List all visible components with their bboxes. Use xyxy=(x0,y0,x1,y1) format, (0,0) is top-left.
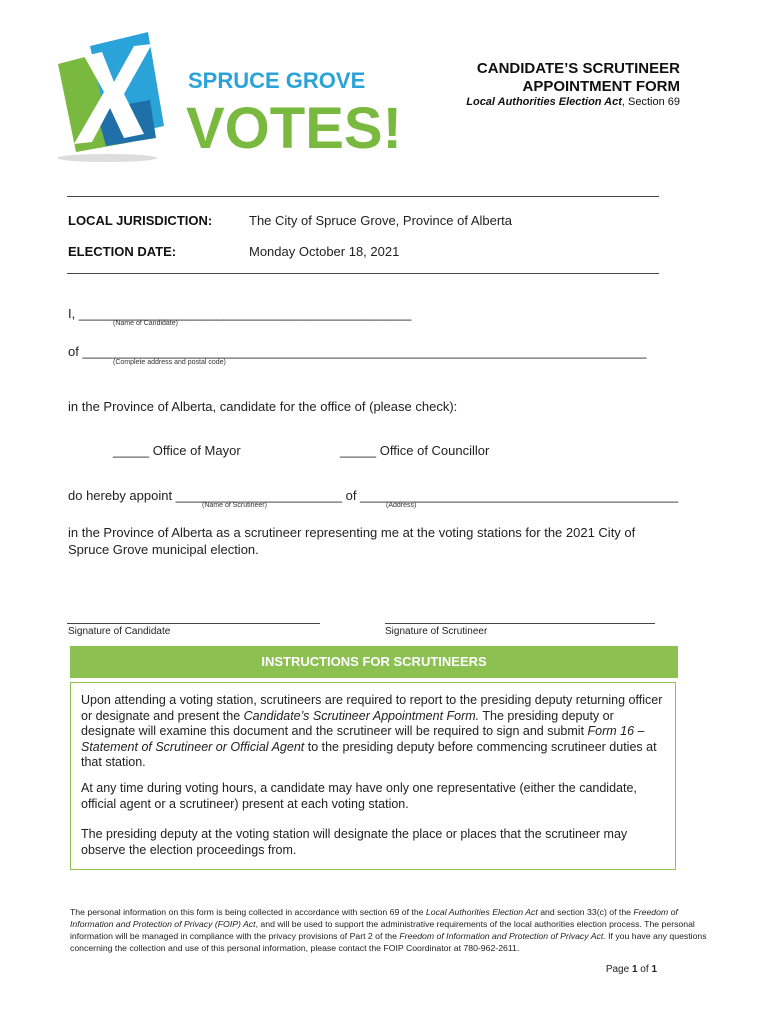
election-date-value: Monday October 18, 2021 xyxy=(249,244,400,259)
page-of: of xyxy=(637,964,652,975)
mayor-checkbox[interactable]: _____ Office of Mayor xyxy=(113,443,241,458)
jurisdiction-label: LOCAL JURISDICTION: xyxy=(68,213,213,228)
act-section: , Section 69 xyxy=(621,96,680,108)
candidate-signature-line[interactable] xyxy=(67,623,320,624)
instructions-box xyxy=(70,682,676,870)
spruce-grove-votes-logo xyxy=(52,30,402,165)
footer-text-5: , and will be used to support the administrative requirements of the local authorities election process. The personal information will be managed in compliance with the privacy provisions of Part 2 of the xyxy=(70,919,695,941)
election-date-label: ELECTION DATE: xyxy=(68,244,177,259)
scrutineer-address-caption: (Address) xyxy=(386,502,417,509)
page-current: 1 xyxy=(631,964,638,975)
footer-act-2: Freedom of Information and Protection of Privacy (FOIP) Act xyxy=(70,907,678,929)
instructions-paragraph-1 xyxy=(81,693,671,771)
p1-form16-name: Form 16 – Statement of Scrutineer or Official Agent xyxy=(81,724,645,754)
divider-bottom xyxy=(67,273,659,274)
instructions-heading: INSTRUCTIONS FOR SCRUTINEERS xyxy=(70,646,678,678)
footer-text-1: The personal information on this form is being collected in accordance with section 69 of the xyxy=(70,907,426,917)
form-title xyxy=(477,60,680,96)
province-line: in the Province of Alberta, candidate for the office of (please check): xyxy=(68,399,458,414)
appoint-line[interactable]: do hereby appoint _______________________ of ____________________________________________ xyxy=(68,488,679,503)
candidate-name-line[interactable]: I, ______________________________________________ xyxy=(68,306,412,321)
scrutineer-signature-line[interactable] xyxy=(385,623,655,624)
footer-text-7: If you have any questions concerning the collection and use of this personal information, please contact the FOIP Coordinator at 780-962-2611. xyxy=(70,931,707,953)
candidate-name-caption: (Name of Candidate) xyxy=(113,320,178,327)
jurisdiction-value: The City of Spruce Grove, Province of Alberta xyxy=(249,213,513,228)
privacy-notice xyxy=(70,906,710,954)
representing-line-2: Spruce Grove municipal election. xyxy=(68,542,259,557)
candidate-address-caption: (Complete address and postal code) xyxy=(113,359,226,366)
act-name: Local Authorities Election Act xyxy=(466,96,622,108)
p1-form-name: Candidate’s Scrutineer Appointment Form. xyxy=(243,708,480,723)
p1-text-e: to the presiding deputy before commencing scrutineer duties at that station. xyxy=(81,739,657,769)
candidate-address-line[interactable]: of ______________________________________________________________________________ xyxy=(68,344,647,359)
scrutineer-name-caption: (Name of Scrutineer) xyxy=(202,502,267,509)
form-title-line2: APPOINTMENT FORM xyxy=(522,78,680,95)
footer-text-3: and section 33(c) of the xyxy=(537,907,634,917)
page-prefix: Page xyxy=(605,964,632,975)
footer-act-1: Local Authorities Election Act xyxy=(425,907,538,917)
logo-line1: SPRUCE GROVE xyxy=(188,68,366,93)
logo-line2: VOTES! xyxy=(186,96,402,161)
instructions-paragraph-2: At any time during voting hours, a candidate may have only one representative (either the candidate, official agent or a scrutineer) present at each voting station. xyxy=(81,781,637,811)
page-total: 1 xyxy=(651,964,657,975)
scrutineer-signature-label: Signature of Scrutineer xyxy=(385,626,488,637)
p1-text-a: Upon attending a voting station, scrutineers are required to report to the presiding deputy returning officer or designate and present the xyxy=(81,693,663,723)
footer-act-3: Freedom of Information and Protection of Privacy Act. xyxy=(399,931,606,941)
form-title-line1: CANDIDATE’S SCRUTINEER xyxy=(476,60,680,77)
candidate-signature-label: Signature of Candidate xyxy=(68,626,171,637)
logo-shadow xyxy=(57,154,157,162)
councillor-checkbox[interactable]: _____ Office of Councillor xyxy=(340,443,490,458)
instructions-paragraph-3: The presiding deputy at the voting station will designate the place or places that the scrutineer may observe the election proceedings from. xyxy=(81,827,628,857)
form-subtitle xyxy=(466,96,680,108)
representing-line-1: in the Province of Alberta as a scrutineer representing me at the voting stations for the 2021 City of xyxy=(68,525,636,540)
p1-text-c: The presiding deputy or designate will examine this document and the scrutineer will be required to sign and submit xyxy=(81,708,614,738)
page-number xyxy=(606,964,657,975)
divider-top xyxy=(67,196,659,197)
